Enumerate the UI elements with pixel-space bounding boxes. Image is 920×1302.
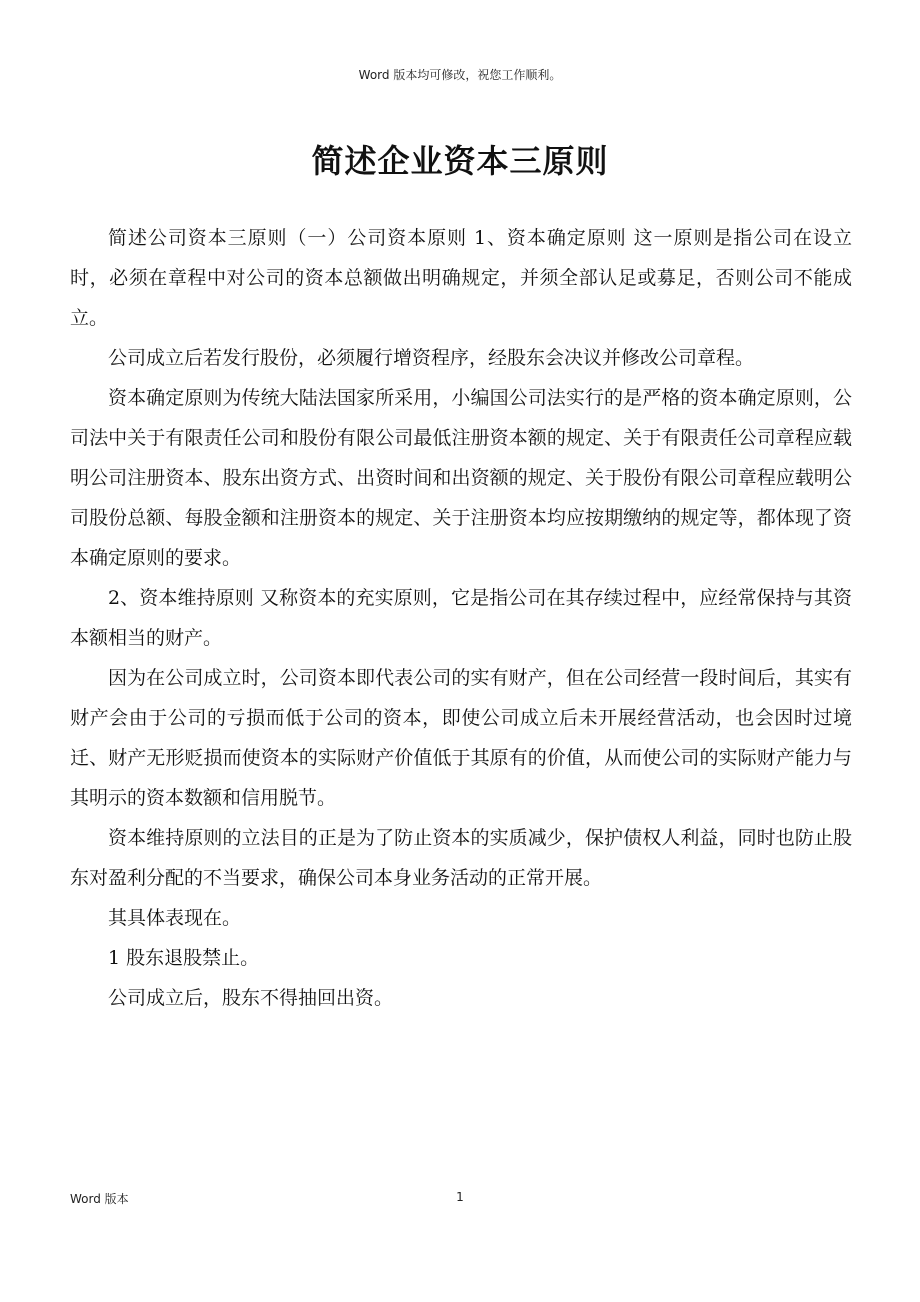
footer-label: Word 版本: [70, 1192, 129, 1206]
paragraph: 1 股东退股禁止。: [108, 947, 260, 969]
paragraph: 2、资本维持原则 又称资本的充实原则，它是指公司在其存续过程中，应经常保持与其资本额相当的财产。: [70, 587, 852, 649]
paragraph: 简述公司资本三原则（一）公司资本原则 1、资本确定原则 这一原则是指公司在设立时，必须在章程中对公司的资本总额做出明确规定，并须全部认足或募足，否则公司不能成立。: [70, 227, 852, 329]
paragraph: 公司成立后若发行股份，必须履行增资程序，经股东会决议并修改公司章程。: [108, 347, 755, 369]
page-number: 1: [456, 1190, 464, 1204]
header-note: Word 版本均可修改，祝您工作顺利。: [358, 68, 562, 82]
paragraph: 公司成立后，股东不得抽回出资。: [108, 987, 394, 1009]
paragraph: 其具体表现在。: [108, 907, 242, 929]
document-title: 简述企业资本三原则: [311, 142, 609, 180]
paragraph: 资本维持原则的立法目的正是为了防止资本的实质减少，保护债权人利益，同时也防止股东对盈利分配的不当要求，确保公司本身业务活动的正常开展。: [70, 827, 852, 889]
paragraph: 因为在公司成立时，公司资本即代表公司的实有财产，但在公司经营一段时间后，其实有财产会由于公司的亏损而低于公司的资本，即使公司成立后未开展经营活动，也会因时过境迁、财产无形贬损而使资本的实际财产价值低于其原有的价值，从而使公司的实际财产能力与其明示的资本数额和信用脱节。: [70, 667, 852, 809]
document-body: [70, 218, 852, 1018]
paragraph: 资本确定原则为传统大陆法国家所采用，小编国公司法实行的是严格的资本确定原则，公司法中关于有限责任公司和股份有限公司最低注册资本额的规定、关于有限责任公司章程应载明公司注册资本、股东出资方式、出资时间和出资额的规定、关于股份有限公司章程应载明公司股份总额、每股金额和注册资本的规定、关于注册资本均应按期缴纳的规定等，都体现了资本确定原则的要求。: [70, 387, 852, 569]
